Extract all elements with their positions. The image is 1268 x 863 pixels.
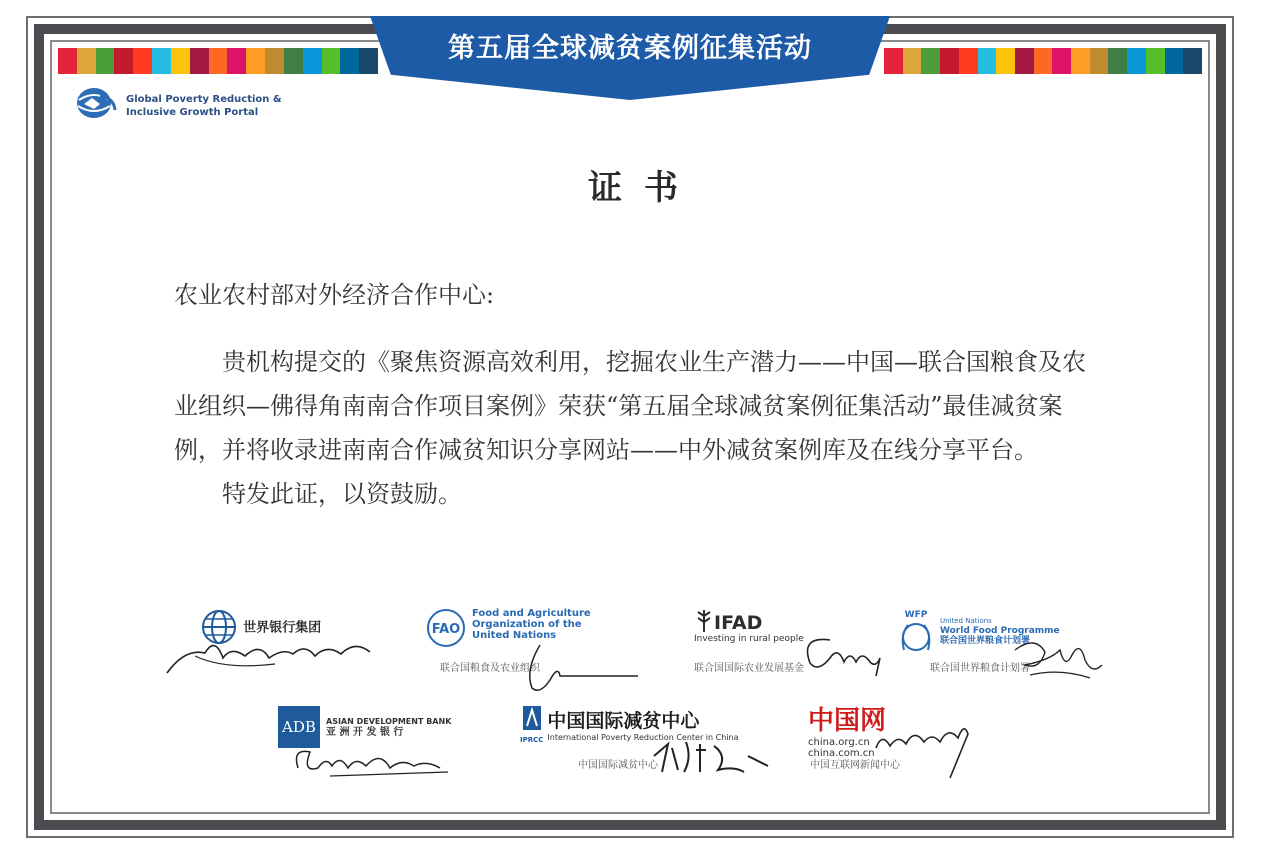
wfp-line3: 联合国世界粮食计划署 bbox=[940, 636, 1031, 646]
stripe-segment bbox=[303, 48, 322, 74]
globe-handshake-icon bbox=[74, 86, 118, 120]
adb-signature bbox=[290, 738, 455, 780]
worldbank-signature bbox=[165, 628, 380, 678]
china-net-chinese-name: 中国互联网新闻中心 bbox=[810, 760, 900, 771]
stripe-segment bbox=[978, 48, 997, 74]
stripe-segment bbox=[1034, 48, 1053, 74]
stripe-segment bbox=[1165, 48, 1184, 74]
stripe-segment bbox=[1090, 48, 1109, 74]
recipient: 农业农村部对外经济合作中心: bbox=[174, 281, 495, 309]
stripe-segment bbox=[340, 48, 359, 74]
ifad-wheat-icon bbox=[694, 608, 714, 634]
china-net-signature bbox=[872, 712, 972, 782]
ifad-name: IFAD bbox=[714, 612, 763, 634]
china-net-url2: china.com.cn bbox=[808, 748, 875, 759]
iprcc-emblem-icon bbox=[521, 704, 543, 732]
stripe-segment bbox=[96, 48, 115, 74]
wfp-chinese-name: 联合国世界粮食计划署 bbox=[930, 663, 1030, 674]
stripe-segment bbox=[246, 48, 265, 74]
stripe-segment bbox=[1071, 48, 1090, 74]
wfp-line1: United Nations bbox=[940, 617, 992, 625]
wfp-line2: World Food Programme bbox=[940, 626, 1060, 636]
stripe-segment bbox=[171, 48, 190, 74]
adb-logo: ADB bbox=[278, 706, 320, 748]
wfp-abbr: WFP bbox=[904, 610, 928, 620]
body-paragraph: 贵机构提交的《聚焦资源高效利用，挖掘农业生产潜力——中国—联合国粮食及农业组织—佛得角南南合作项目案例》荣获“第五届全球减贫案例征集活动”最佳减贫案例，并将收录进南南合作减贫知识分享网站——中外减贫案例库及在线分享平台。 bbox=[174, 348, 1086, 464]
stripe-segment bbox=[114, 48, 133, 74]
stripe-segment bbox=[959, 48, 978, 74]
wfp-signature bbox=[1010, 630, 1105, 685]
stripe-segment bbox=[1052, 48, 1071, 74]
closing-line: 特发此证，以资鼓励。 bbox=[222, 480, 462, 508]
ifad-signature bbox=[790, 628, 890, 678]
fao-chinese-name: 联合国粮食及农业组织 bbox=[440, 663, 540, 674]
iprcc-chinese-name: 中国国际减贫中心 bbox=[547, 710, 700, 732]
stripe-segment bbox=[1108, 48, 1127, 74]
stripe-segment bbox=[265, 48, 284, 74]
stripe-segment bbox=[1146, 48, 1165, 74]
stripe-segment bbox=[133, 48, 152, 74]
fao-line3: United Nations bbox=[472, 630, 557, 641]
stripe-segment bbox=[322, 48, 341, 74]
ifad-chinese-name: 联合国国际农业发展基金 bbox=[694, 663, 804, 674]
stripe-segment bbox=[209, 48, 228, 74]
stripe-segment bbox=[1183, 48, 1202, 74]
stripe-segment bbox=[190, 48, 209, 74]
stripe-segment bbox=[58, 48, 77, 74]
svg-text:FAO: FAO bbox=[431, 622, 461, 637]
sdg-color-stripe-left bbox=[58, 48, 378, 74]
iprcc-abbr: IPRCC bbox=[520, 736, 544, 744]
adb-chinese-name: 亚 洲 开 发 银 行 bbox=[326, 727, 404, 738]
china-net-logo: 中国网 bbox=[808, 706, 887, 736]
iprcc-signature bbox=[648, 736, 773, 778]
stripe-segment bbox=[903, 48, 922, 74]
portal-line1: Global Poverty Reduction & bbox=[126, 94, 282, 105]
adb-name bbox=[326, 716, 451, 738]
banner-title: 第五届全球减贫案例征集活动 bbox=[448, 33, 812, 64]
stripe-segment bbox=[1127, 48, 1146, 74]
certificate-body bbox=[174, 340, 1094, 516]
china-net-url1: china.org.cn bbox=[808, 737, 870, 748]
portal-name bbox=[126, 93, 282, 119]
stripe-segment bbox=[921, 48, 940, 74]
ifad-tagline: Investing in rural people bbox=[694, 634, 804, 644]
stripe-segment bbox=[284, 48, 303, 74]
portal-line2: Inclusive Growth Portal bbox=[126, 107, 259, 118]
ifad-logo-block bbox=[694, 608, 804, 644]
iprcc-english-name: International Poverty Reduction Center in China bbox=[547, 733, 739, 742]
wfp-emblem-icon bbox=[898, 620, 934, 654]
sdg-color-stripe-right bbox=[884, 48, 1202, 74]
stripe-segment bbox=[996, 48, 1015, 74]
worldbank-name: 世界银行集团 bbox=[243, 620, 322, 636]
fao-line1: Food and Agriculture bbox=[472, 608, 591, 619]
adb-english-name: ASIAN DEVELOPMENT BANK bbox=[326, 717, 452, 726]
fao-emblem-icon bbox=[426, 608, 466, 648]
stripe-segment bbox=[152, 48, 171, 74]
stripe-segment bbox=[77, 48, 96, 74]
stripe-segment bbox=[1015, 48, 1034, 74]
fao-signature bbox=[520, 640, 640, 695]
fao-name bbox=[472, 608, 591, 641]
fao-line2: Organization of the bbox=[472, 619, 582, 630]
stripe-segment bbox=[227, 48, 246, 74]
certificate-title: 证书 bbox=[588, 168, 700, 208]
iprcc-sign-label: 中国国际减贫中心 bbox=[578, 760, 658, 771]
stripe-segment bbox=[940, 48, 959, 74]
